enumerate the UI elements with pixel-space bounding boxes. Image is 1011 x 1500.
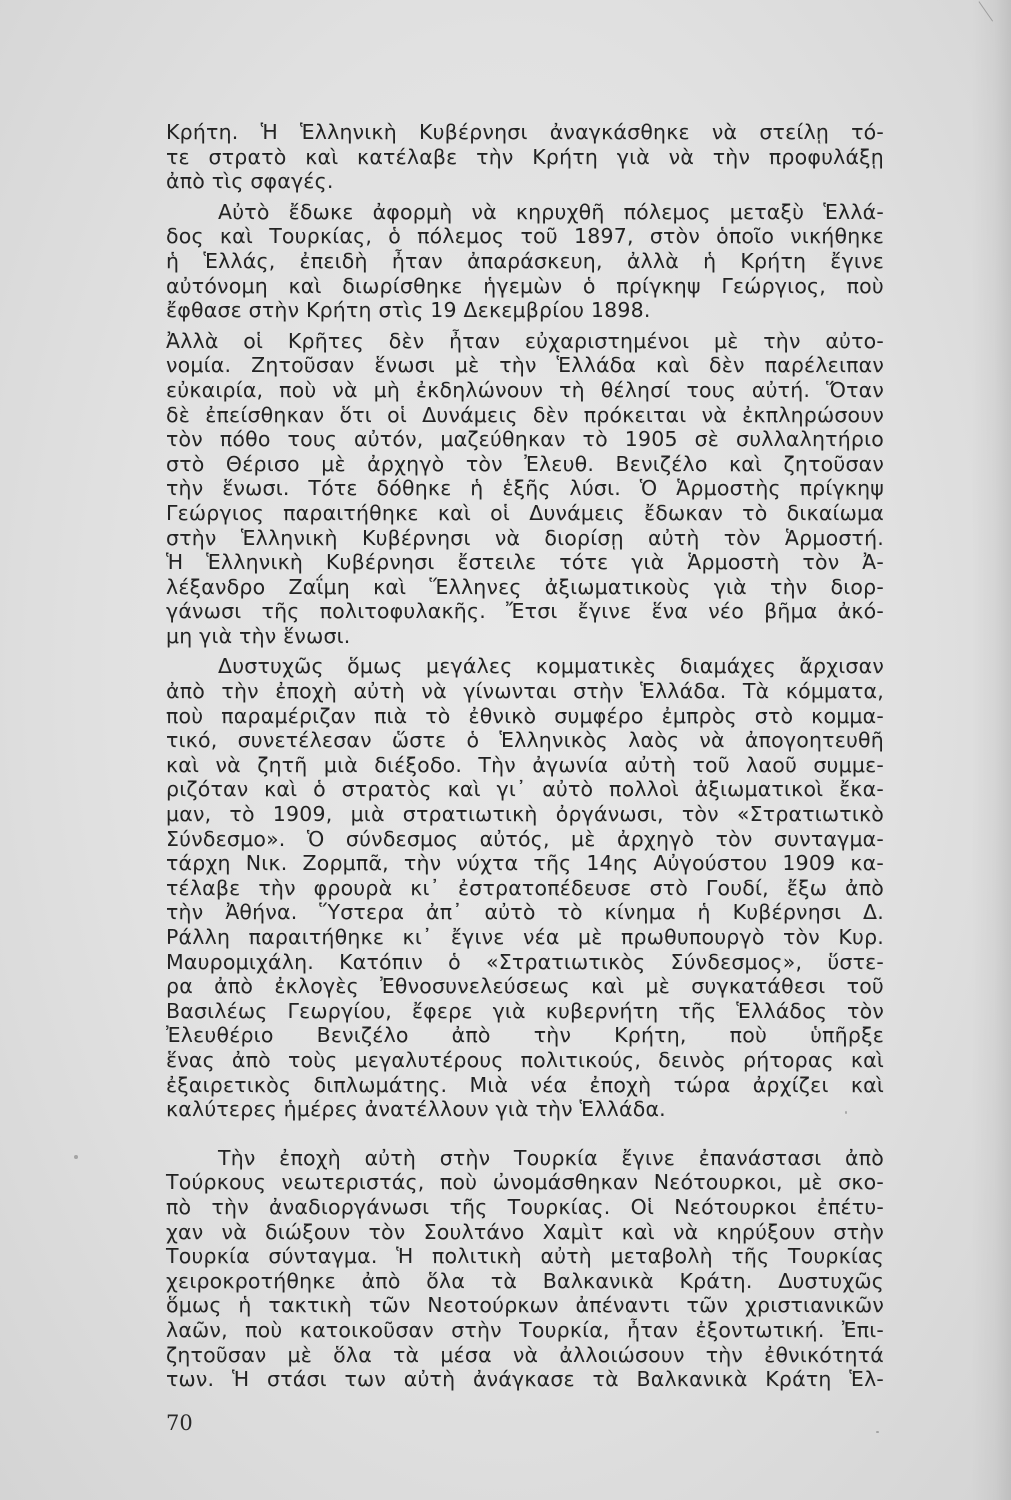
text-line: στὴν Ἑλληνικὴ Κυβέρνησι νὰ διορίσῃ αὐτὴ τὸν Ἁρμοστή. — [166, 525, 884, 550]
text-line: Ἐλευθέριο Βενιζέλο ἀπὸ τὴν Κρήτη, ποὺ ὑπῆρξε — [166, 1023, 884, 1048]
text-line: ἀπὸ τὴν ἐποχὴ αὐτὴ νὰ γίνωνται στὴν Ἑλλάδα. Τὰ κόμματα, — [166, 679, 884, 704]
text-line: ἡ Ἑλλάς, ἐπειδὴ ἦταν ἀπαράσκευη, ἀλλὰ ἡ Κρήτη ἔγινε — [166, 248, 884, 273]
text-line: ποὺ παραμέριζαν πιὰ τὸ ἐθνικὸ συμφέρο ἐμπρὸς στὸ κομμα- — [166, 703, 884, 728]
text-line: ὅμως ἡ τακτικὴ τῶν Νεοτούρκων ἀπέναντι τῶν χριστιανικῶν — [166, 1293, 884, 1318]
text-line: εὐκαιρία, ποὺ νὰ μὴ ἐκδηλώνουν τὴ θέλησί τους αὐτή. Ὅταν — [166, 377, 884, 402]
text-line: Αὐτὸ ἔδωκε ἀφορμὴ νὰ κηρυχθῆ πόλεμος μεταξὺ Ἑλλά- — [218, 199, 884, 224]
paper-speck — [876, 1431, 879, 1433]
text-line: λαῶν, ποὺ κατοικοῦσαν στὴν Τουρκία, ἦταν ἐξοντωτική. Ἐπι- — [166, 1317, 884, 1342]
text-line: Τὴν ἐποχὴ αὐτὴ στὴν Τουρκία ἔγινε ἐπανάστασι ἀπὸ — [218, 1145, 884, 1170]
text-line: Ράλλη παραιτήθηκε κι᾽ ἔγινε νέα μὲ πρωθυπουργὸ τὸν Κυρ. — [166, 925, 884, 949]
text-line: Τουρκία σύνταγμα. Ἡ πολιτικὴ αὐτὴ μεταβολὴ τῆς Τουρκίας — [166, 1244, 884, 1269]
body-text — [166, 120, 884, 1392]
text-line: ἔφθασε στὴν Κρήτη στὶς 19 Δεκεμβρίου 1898. — [166, 298, 651, 323]
text-line: δὲ ἐπείσθηκαν ὅτι οἱ Δυνάμεις δὲν πρόκειται νὰ ἐκπληρώσουν — [166, 402, 884, 427]
text-line: δος καὶ Τουρκίας, ὁ πόλεμος τοῦ 1897, στὸν ὁποῖο νικήθηκε — [166, 224, 884, 249]
text-line: ἀπὸ τὶς σφαγές. — [166, 169, 334, 194]
text-line: τὸν πόθο τους αὐτόν, μαζεύθηκαν τὸ 1905 σὲ συλλαλητήριο — [166, 427, 884, 452]
text-line: ριζόταν καὶ ὁ στρατὸς καὶ γι᾽ αὐτὸ πολλοὶ ἀξιωματικοὶ ἔκα- — [166, 777, 884, 802]
paper-speck — [74, 1155, 78, 1159]
text-line: καλύτερες ἡμέρες ἀνατέλλουν γιὰ τὴν Ἑλλάδα. — [166, 1097, 666, 1122]
page-fold-shadow — [971, 0, 1011, 1500]
text-line: γάνωσι τῆς πολιτοφυλακῆς. Ἔτσι ἔγινε ἕνα νέο βῆμα ἀκό- — [166, 599, 884, 624]
text-line: ἕνας ἀπὸ τοὺς μεγαλυτέρους πολιτικούς, δεινὸς ρήτορας καὶ — [166, 1047, 884, 1072]
text-line: τὴν ἕνωσι. Τότε δόθηκε ἡ ἑξῆς λύσι. Ὁ Ἁρμοστὴς πρίγκηψ — [166, 476, 884, 501]
text-line: μαν, τὸ 1909, μιὰ στρατιωτικὴ ὀργάνωσι, τὸν «Στρατιωτικὸ — [166, 802, 884, 827]
text-line: χειροκροτήθηκε ἀπὸ ὅλα τὰ Βαλκανικὰ Κράτη. Δυστυχῶς — [166, 1268, 884, 1293]
text-line: Τούρκους νεωτεριστάς, ποὺ ὠνομάσθηκαν Νεότουρκοι, μὲ σκο- — [166, 1170, 884, 1195]
text-line: Γεώργιος παραιτήθηκε καὶ οἱ Δυνάμεις ἔδωκαν τὸ δικαίωμα — [166, 500, 884, 525]
text-line: τε στρατὸ καὶ κατέλαβε τὴν Κρήτη γιὰ νὰ τὴν προφυλάξῃ — [166, 144, 884, 169]
text-line: τέλαβε τὴν φρουρὰ κι᾽ ἐστρατοπέδευσε στὸ Γουδί, ἔξω ἀπὸ — [166, 875, 884, 900]
text-line: χαν νὰ διώξουν τὸν Σουλτάνο Χαμὶτ καὶ νὰ κηρύξουν στὴν — [166, 1219, 884, 1244]
text-line: πὸ τὴν ἀναδιοργάνωσι τῆς Τουρκίας. Οἱ Νεότουρκοι ἐπέτυ- — [166, 1194, 884, 1219]
text-line: λέξανδρο Ζαΐμη καὶ Ἕλληνες ἀξιωματικοὺς γιὰ τὴν διορ- — [166, 574, 884, 599]
text-line: μη γιὰ τὴν ἕνωσι. — [166, 623, 351, 648]
page-number: 70 — [166, 1411, 193, 1435]
text-line: Κρήτη. Ἡ Ἑλληνικὴ Κυβέρνησι ἀναγκάσθηκε νὰ στείλῃ τό- — [166, 120, 884, 144]
text-line: ἐξαιρετικὸς διπλωμάτης. Μιὰ νέα ἐποχὴ τώρα ἀρχίζει καὶ — [166, 1072, 884, 1097]
text-line: τάρχη Νικ. Ζορμπᾶ, τὴν νύχτα τῆς 14ης Αὐγούστου 1909 κα- — [166, 851, 884, 876]
text-line: τικό, συνετέλεσαν ὥστε ὁ Ἑλληνικὸς λαὸς νὰ ἀπογοητευθῆ — [166, 728, 884, 753]
text-line: ρα ἀπὸ ἐκλογὲς Ἐθνοσυνελεύσεως καὶ μὲ συγκατάθεσι τοῦ — [166, 974, 884, 999]
text-line: Βασιλέως Γεωργίου, ἔφερε γιὰ κυβερνήτη τῆς Ἑλλάδος τὸν — [166, 998, 884, 1023]
text-line: στὸ Θέρισο μὲ ἀρχηγὸ τὸν Ἐλευθ. Βενιζέλο καὶ ζητοῦσαν — [166, 451, 884, 476]
text-line: Ἡ Ἑλληνικὴ Κυβέρνησι ἔστειλε τότε γιὰ Ἁρμοστὴ τὸν Ἀ- — [166, 550, 884, 575]
text-line: ζητοῦσαν μὲ ὅλα τὰ μέσα νὰ ἀλλοιώσουν τὴν ἐθνικότητά — [166, 1342, 884, 1367]
text-line: των. Ἡ στάσι των αὐτὴ ἀνάγκασε τὰ Βαλκανικὰ Κράτη Ἑλ- — [166, 1367, 884, 1392]
text-line: Σύνδεσμο». Ὁ σύνδεσμος αὐτός, μὲ ἀρχηγὸ τὸν συνταγμα- — [166, 826, 884, 851]
text-line: Ἀλλὰ οἱ Κρῆτες δὲν ἦταν εὐχαριστημένοι μὲ τὴν αὐτο- — [166, 328, 884, 353]
text-line: τὴν Ἀθήνα. Ὕστερα ἀπ᾽ αὐτὸ τὸ κίνημα ἡ Κυβέρνησι Δ. — [166, 900, 884, 925]
text-line: αὐτόνομη καὶ διωρίσθηκε ἡγεμὼν ὁ πρίγκηψ Γεώργιος, ποὺ — [166, 273, 884, 298]
text-line: καὶ νὰ ζητῆ μιὰ διέξοδο. Τὴν ἀγωνία αὐτὴ τοῦ λαοῦ συμμε- — [166, 752, 884, 777]
text-line: νομία. Ζητοῦσαν ἕνωσι μὲ τὴν Ἑλλάδα καὶ δὲν παρέλειπαν — [166, 353, 884, 378]
text-line: Μαυρομιχάλη. Κατόπιν ὁ «Στρατιωτικὸς Σύνδεσμος», ὕστε- — [166, 949, 884, 974]
text-line: Δυστυχῶς ὅμως μεγάλες κομματικὲς διαμάχες ἄρχισαν — [218, 654, 884, 679]
